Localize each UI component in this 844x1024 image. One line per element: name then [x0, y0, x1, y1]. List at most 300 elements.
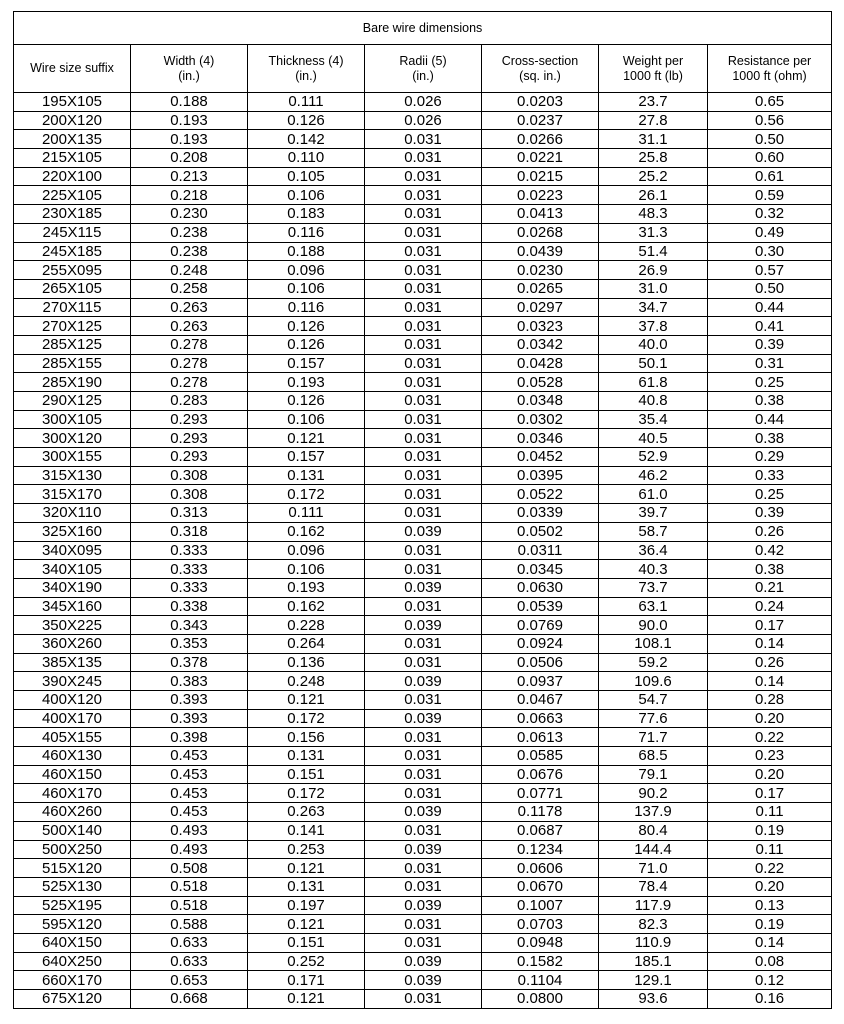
- thickness-cell: 0.252: [248, 952, 365, 971]
- width-cell: 0.313: [131, 504, 248, 523]
- radii-cell: 0.039: [365, 840, 482, 859]
- cross-section-cell: 0.0506: [482, 653, 599, 672]
- cross-section-cell: 0.0924: [482, 634, 599, 653]
- wire-size-cell: 405X155: [14, 728, 131, 747]
- cross-section-cell: 0.0937: [482, 672, 599, 691]
- table-row: [14, 541, 832, 560]
- column-header-line2: (in.): [178, 68, 200, 83]
- thickness-cell: 0.253: [248, 840, 365, 859]
- thickness-cell: 0.116: [248, 298, 365, 317]
- cross-section-cell: 0.0348: [482, 392, 599, 411]
- radii-cell: 0.039: [365, 896, 482, 915]
- weight-cell: 26.9: [599, 261, 708, 280]
- weight-cell: 26.1: [599, 186, 708, 205]
- cross-section-cell: 0.0221: [482, 149, 599, 168]
- cross-section-cell: 0.0800: [482, 990, 599, 1009]
- table-row: [14, 578, 832, 597]
- radii-cell: 0.031: [365, 784, 482, 803]
- wire-size-cell: 640X250: [14, 952, 131, 971]
- wire-size-cell: 245X185: [14, 242, 131, 261]
- radii-cell: 0.031: [365, 466, 482, 485]
- cross-section-cell: 0.0237: [482, 111, 599, 130]
- thickness-cell: 0.121: [248, 691, 365, 710]
- table-title-row: [14, 12, 832, 45]
- cross-section-cell: 0.0769: [482, 616, 599, 635]
- thickness-cell: 0.111: [248, 504, 365, 523]
- radii-cell: 0.031: [365, 728, 482, 747]
- column-header-line2: (in.): [412, 68, 434, 83]
- resistance-cell: 0.32: [708, 205, 832, 224]
- width-cell: 0.263: [131, 298, 248, 317]
- table-row: [14, 504, 832, 523]
- thickness-cell: 0.188: [248, 242, 365, 261]
- table-row: [14, 223, 832, 242]
- column-header-line2: 1000 ft (lb): [623, 68, 683, 83]
- table-row: [14, 466, 832, 485]
- radii-cell: 0.031: [365, 747, 482, 766]
- width-cell: 0.518: [131, 896, 248, 915]
- width-cell: 0.208: [131, 149, 248, 168]
- thickness-cell: 0.126: [248, 392, 365, 411]
- table-row: [14, 915, 832, 934]
- width-cell: 0.263: [131, 317, 248, 336]
- table-row: [14, 93, 832, 112]
- column-header-width: [131, 45, 248, 93]
- weight-cell: 71.0: [599, 859, 708, 878]
- table-row: [14, 952, 832, 971]
- width-cell: 0.283: [131, 392, 248, 411]
- width-cell: 0.238: [131, 242, 248, 261]
- table-row: [14, 990, 832, 1009]
- table-row: [14, 410, 832, 429]
- radii-cell: 0.031: [365, 149, 482, 168]
- weight-cell: 25.2: [599, 167, 708, 186]
- weight-cell: 27.8: [599, 111, 708, 130]
- table-row: [14, 485, 832, 504]
- cross-section-cell: 0.0215: [482, 167, 599, 186]
- weight-cell: 129.1: [599, 971, 708, 990]
- cross-section-cell: 0.1178: [482, 803, 599, 822]
- table-row: [14, 728, 832, 747]
- resistance-cell: 0.44: [708, 298, 832, 317]
- thickness-cell: 0.121: [248, 429, 365, 448]
- weight-cell: 110.9: [599, 933, 708, 952]
- width-cell: 0.453: [131, 784, 248, 803]
- thickness-cell: 0.248: [248, 672, 365, 691]
- thickness-cell: 0.121: [248, 990, 365, 1009]
- column-header-line2: (sq. in.): [519, 68, 561, 83]
- weight-cell: 35.4: [599, 410, 708, 429]
- wire-size-cell: 265X105: [14, 279, 131, 298]
- document-page: [13, 11, 831, 1009]
- width-cell: 0.653: [131, 971, 248, 990]
- thickness-cell: 0.141: [248, 821, 365, 840]
- radii-cell: 0.031: [365, 317, 482, 336]
- cross-section-cell: 0.0676: [482, 765, 599, 784]
- weight-cell: 50.1: [599, 354, 708, 373]
- width-cell: 0.453: [131, 747, 248, 766]
- radii-cell: 0.026: [365, 93, 482, 112]
- width-cell: 0.383: [131, 672, 248, 691]
- radii-cell: 0.031: [365, 877, 482, 896]
- resistance-cell: 0.39: [708, 504, 832, 523]
- weight-cell: 185.1: [599, 952, 708, 971]
- wire-size-cell: 340X190: [14, 578, 131, 597]
- weight-cell: 52.9: [599, 448, 708, 467]
- width-cell: 0.493: [131, 821, 248, 840]
- radii-cell: 0.031: [365, 765, 482, 784]
- width-cell: 0.398: [131, 728, 248, 747]
- thickness-cell: 0.193: [248, 373, 365, 392]
- resistance-cell: 0.61: [708, 167, 832, 186]
- weight-cell: 90.0: [599, 616, 708, 635]
- wire-size-cell: 285X125: [14, 335, 131, 354]
- thickness-cell: 0.172: [248, 485, 365, 504]
- cross-section-cell: 0.0230: [482, 261, 599, 280]
- weight-cell: 61.8: [599, 373, 708, 392]
- resistance-cell: 0.14: [708, 634, 832, 653]
- width-cell: 0.293: [131, 429, 248, 448]
- radii-cell: 0.031: [365, 167, 482, 186]
- weight-cell: 31.0: [599, 279, 708, 298]
- cross-section-cell: 0.0630: [482, 578, 599, 597]
- cross-section-cell: 0.0539: [482, 597, 599, 616]
- thickness-cell: 0.136: [248, 653, 365, 672]
- thickness-cell: 0.106: [248, 410, 365, 429]
- resistance-cell: 0.39: [708, 335, 832, 354]
- table-row: [14, 560, 832, 579]
- cross-section-cell: 0.0302: [482, 410, 599, 429]
- table-row: [14, 765, 832, 784]
- table-row: [14, 373, 832, 392]
- cross-section-cell: 0.0345: [482, 560, 599, 579]
- wire-size-cell: 400X170: [14, 709, 131, 728]
- weight-cell: 48.3: [599, 205, 708, 224]
- width-cell: 0.248: [131, 261, 248, 280]
- wire-size-cell: 660X170: [14, 971, 131, 990]
- wire-size-cell: 675X120: [14, 990, 131, 1009]
- table-row: [14, 971, 832, 990]
- column-header-line1: Resistance per: [727, 53, 812, 68]
- resistance-cell: 0.14: [708, 933, 832, 952]
- weight-cell: 54.7: [599, 691, 708, 710]
- table-row: [14, 896, 832, 915]
- wire-size-cell: 255X095: [14, 261, 131, 280]
- cross-section-cell: 0.0606: [482, 859, 599, 878]
- cross-section-cell: 0.1007: [482, 896, 599, 915]
- width-cell: 0.343: [131, 616, 248, 635]
- weight-cell: 68.5: [599, 747, 708, 766]
- column-header-line1: Weight per: [622, 53, 684, 68]
- wire-size-cell: 225X105: [14, 186, 131, 205]
- radii-cell: 0.031: [365, 821, 482, 840]
- table-body: [14, 93, 832, 1009]
- cross-section-cell: 0.0613: [482, 728, 599, 747]
- cross-section-cell: 0.1234: [482, 840, 599, 859]
- wire-size-cell: 525X195: [14, 896, 131, 915]
- width-cell: 0.278: [131, 335, 248, 354]
- table-row: [14, 354, 832, 373]
- weight-cell: 25.8: [599, 149, 708, 168]
- radii-cell: 0.031: [365, 653, 482, 672]
- radii-cell: 0.031: [365, 541, 482, 560]
- width-cell: 0.353: [131, 634, 248, 653]
- weight-cell: 82.3: [599, 915, 708, 934]
- resistance-cell: 0.13: [708, 896, 832, 915]
- thickness-cell: 0.106: [248, 560, 365, 579]
- wire-size-cell: 340X095: [14, 541, 131, 560]
- weight-cell: 46.2: [599, 466, 708, 485]
- wire-size-cell: 270X115: [14, 298, 131, 317]
- width-cell: 0.518: [131, 877, 248, 896]
- resistance-cell: 0.59: [708, 186, 832, 205]
- column-header-line2: (in.): [295, 68, 317, 83]
- thickness-cell: 0.156: [248, 728, 365, 747]
- radii-cell: 0.031: [365, 242, 482, 261]
- radii-cell: 0.031: [365, 186, 482, 205]
- thickness-cell: 0.151: [248, 765, 365, 784]
- thickness-cell: 0.171: [248, 971, 365, 990]
- wire-size-cell: 460X260: [14, 803, 131, 822]
- table-row: [14, 111, 832, 130]
- wire-size-cell: 400X120: [14, 691, 131, 710]
- column-header-weight: [599, 45, 708, 93]
- thickness-cell: 0.183: [248, 205, 365, 224]
- resistance-cell: 0.50: [708, 130, 832, 149]
- radii-cell: 0.039: [365, 709, 482, 728]
- wire-size-cell: 385X135: [14, 653, 131, 672]
- radii-cell: 0.031: [365, 485, 482, 504]
- width-cell: 0.338: [131, 597, 248, 616]
- resistance-cell: 0.11: [708, 803, 832, 822]
- radii-cell: 0.031: [365, 261, 482, 280]
- table-row: [14, 784, 832, 803]
- weight-cell: 58.7: [599, 522, 708, 541]
- table-row: [14, 877, 832, 896]
- thickness-cell: 0.197: [248, 896, 365, 915]
- resistance-cell: 0.11: [708, 840, 832, 859]
- radii-cell: 0.039: [365, 971, 482, 990]
- radii-cell: 0.031: [365, 223, 482, 242]
- column-header-line1: Wire size suffix: [30, 61, 114, 75]
- width-cell: 0.633: [131, 933, 248, 952]
- width-cell: 0.293: [131, 410, 248, 429]
- radii-cell: 0.026: [365, 111, 482, 130]
- width-cell: 0.333: [131, 560, 248, 579]
- resistance-cell: 0.14: [708, 672, 832, 691]
- thickness-cell: 0.193: [248, 578, 365, 597]
- width-cell: 0.393: [131, 691, 248, 710]
- wire-size-cell: 220X100: [14, 167, 131, 186]
- resistance-cell: 0.24: [708, 597, 832, 616]
- wire-size-cell: 230X185: [14, 205, 131, 224]
- weight-cell: 51.4: [599, 242, 708, 261]
- table-row: [14, 130, 832, 149]
- table-row: [14, 859, 832, 878]
- wire-size-cell: 515X120: [14, 859, 131, 878]
- width-cell: 0.258: [131, 279, 248, 298]
- thickness-cell: 0.157: [248, 448, 365, 467]
- radii-cell: 0.039: [365, 616, 482, 635]
- weight-cell: 39.7: [599, 504, 708, 523]
- thickness-cell: 0.121: [248, 859, 365, 878]
- cross-section-cell: 0.0323: [482, 317, 599, 336]
- table-row: [14, 186, 832, 205]
- cross-section-cell: 0.0439: [482, 242, 599, 261]
- wire-size-cell: 595X120: [14, 915, 131, 934]
- wire-dimensions-table: [13, 11, 832, 1009]
- weight-cell: 93.6: [599, 990, 708, 1009]
- weight-cell: 144.4: [599, 840, 708, 859]
- table-row: [14, 448, 832, 467]
- wire-size-cell: 270X125: [14, 317, 131, 336]
- wire-size-cell: 200X120: [14, 111, 131, 130]
- weight-cell: 63.1: [599, 597, 708, 616]
- radii-cell: 0.031: [365, 859, 482, 878]
- wire-size-cell: 290X125: [14, 392, 131, 411]
- resistance-cell: 0.28: [708, 691, 832, 710]
- resistance-cell: 0.38: [708, 560, 832, 579]
- table-row: [14, 298, 832, 317]
- table-row: [14, 317, 832, 336]
- thickness-cell: 0.172: [248, 709, 365, 728]
- radii-cell: 0.031: [365, 130, 482, 149]
- table-row: [14, 205, 832, 224]
- table-row: [14, 522, 832, 541]
- resistance-cell: 0.22: [708, 859, 832, 878]
- column-header-wire-size: [14, 45, 131, 93]
- width-cell: 0.293: [131, 448, 248, 467]
- radii-cell: 0.039: [365, 522, 482, 541]
- wire-size-cell: 500X250: [14, 840, 131, 859]
- width-cell: 0.333: [131, 541, 248, 560]
- table-row: [14, 653, 832, 672]
- weight-cell: 90.2: [599, 784, 708, 803]
- table-row: [14, 747, 832, 766]
- thickness-cell: 0.157: [248, 354, 365, 373]
- cross-section-cell: 0.0502: [482, 522, 599, 541]
- table-row: [14, 429, 832, 448]
- wire-size-cell: 390X245: [14, 672, 131, 691]
- cross-section-cell: 0.0428: [482, 354, 599, 373]
- width-cell: 0.213: [131, 167, 248, 186]
- width-cell: 0.278: [131, 354, 248, 373]
- thickness-cell: 0.264: [248, 634, 365, 653]
- cross-section-cell: 0.0522: [482, 485, 599, 504]
- wire-size-cell: 320X110: [14, 504, 131, 523]
- cross-section-cell: 0.0663: [482, 709, 599, 728]
- thickness-cell: 0.116: [248, 223, 365, 242]
- width-cell: 0.238: [131, 223, 248, 242]
- table-row: [14, 616, 832, 635]
- wire-size-cell: 640X150: [14, 933, 131, 952]
- radii-cell: 0.031: [365, 429, 482, 448]
- cross-section-cell: 0.0265: [482, 279, 599, 298]
- wire-size-cell: 460X170: [14, 784, 131, 803]
- width-cell: 0.333: [131, 578, 248, 597]
- cross-section-cell: 0.0223: [482, 186, 599, 205]
- resistance-cell: 0.44: [708, 410, 832, 429]
- resistance-cell: 0.20: [708, 709, 832, 728]
- thickness-cell: 0.151: [248, 933, 365, 952]
- wire-size-cell: 350X225: [14, 616, 131, 635]
- thickness-cell: 0.228: [248, 616, 365, 635]
- width-cell: 0.230: [131, 205, 248, 224]
- width-cell: 0.508: [131, 859, 248, 878]
- wire-size-cell: 300X105: [14, 410, 131, 429]
- weight-cell: 59.2: [599, 653, 708, 672]
- radii-cell: 0.031: [365, 634, 482, 653]
- table-header-row: [14, 45, 832, 93]
- resistance-cell: 0.60: [708, 149, 832, 168]
- table-row: [14, 691, 832, 710]
- resistance-cell: 0.20: [708, 765, 832, 784]
- table-row: [14, 392, 832, 411]
- column-header-resistance: [708, 45, 832, 93]
- radii-cell: 0.039: [365, 952, 482, 971]
- resistance-cell: 0.41: [708, 317, 832, 336]
- cross-section-cell: 0.0703: [482, 915, 599, 934]
- table-row: [14, 840, 832, 859]
- resistance-cell: 0.50: [708, 279, 832, 298]
- cross-section-cell: 0.0266: [482, 130, 599, 149]
- thickness-cell: 0.131: [248, 466, 365, 485]
- cross-section-cell: 0.0203: [482, 93, 599, 112]
- resistance-cell: 0.38: [708, 392, 832, 411]
- width-cell: 0.393: [131, 709, 248, 728]
- weight-cell: 80.4: [599, 821, 708, 840]
- resistance-cell: 0.25: [708, 485, 832, 504]
- wire-size-cell: 215X105: [14, 149, 131, 168]
- resistance-cell: 0.57: [708, 261, 832, 280]
- cross-section-cell: 0.0771: [482, 784, 599, 803]
- thickness-cell: 0.131: [248, 877, 365, 896]
- table-row: [14, 803, 832, 822]
- wire-size-cell: 345X160: [14, 597, 131, 616]
- table-row: [14, 821, 832, 840]
- wire-size-cell: 300X155: [14, 448, 131, 467]
- wire-size-cell: 285X190: [14, 373, 131, 392]
- cross-section-cell: 0.0413: [482, 205, 599, 224]
- wire-size-cell: 500X140: [14, 821, 131, 840]
- resistance-cell: 0.65: [708, 93, 832, 112]
- radii-cell: 0.031: [365, 504, 482, 523]
- radii-cell: 0.031: [365, 392, 482, 411]
- cross-section-cell: 0.0585: [482, 747, 599, 766]
- wire-size-cell: 325X160: [14, 522, 131, 541]
- resistance-cell: 0.21: [708, 578, 832, 597]
- radii-cell: 0.031: [365, 205, 482, 224]
- resistance-cell: 0.26: [708, 653, 832, 672]
- table-row: [14, 634, 832, 653]
- width-cell: 0.193: [131, 111, 248, 130]
- weight-cell: 61.0: [599, 485, 708, 504]
- weight-cell: 78.4: [599, 877, 708, 896]
- table-row: [14, 672, 832, 691]
- resistance-cell: 0.17: [708, 616, 832, 635]
- weight-cell: 71.7: [599, 728, 708, 747]
- cross-section-cell: 0.1104: [482, 971, 599, 990]
- resistance-cell: 0.42: [708, 541, 832, 560]
- radii-cell: 0.031: [365, 560, 482, 579]
- width-cell: 0.278: [131, 373, 248, 392]
- resistance-cell: 0.49: [708, 223, 832, 242]
- table-row: [14, 242, 832, 261]
- table-row: [14, 149, 832, 168]
- table-row: [14, 261, 832, 280]
- weight-cell: 73.7: [599, 578, 708, 597]
- radii-cell: 0.039: [365, 672, 482, 691]
